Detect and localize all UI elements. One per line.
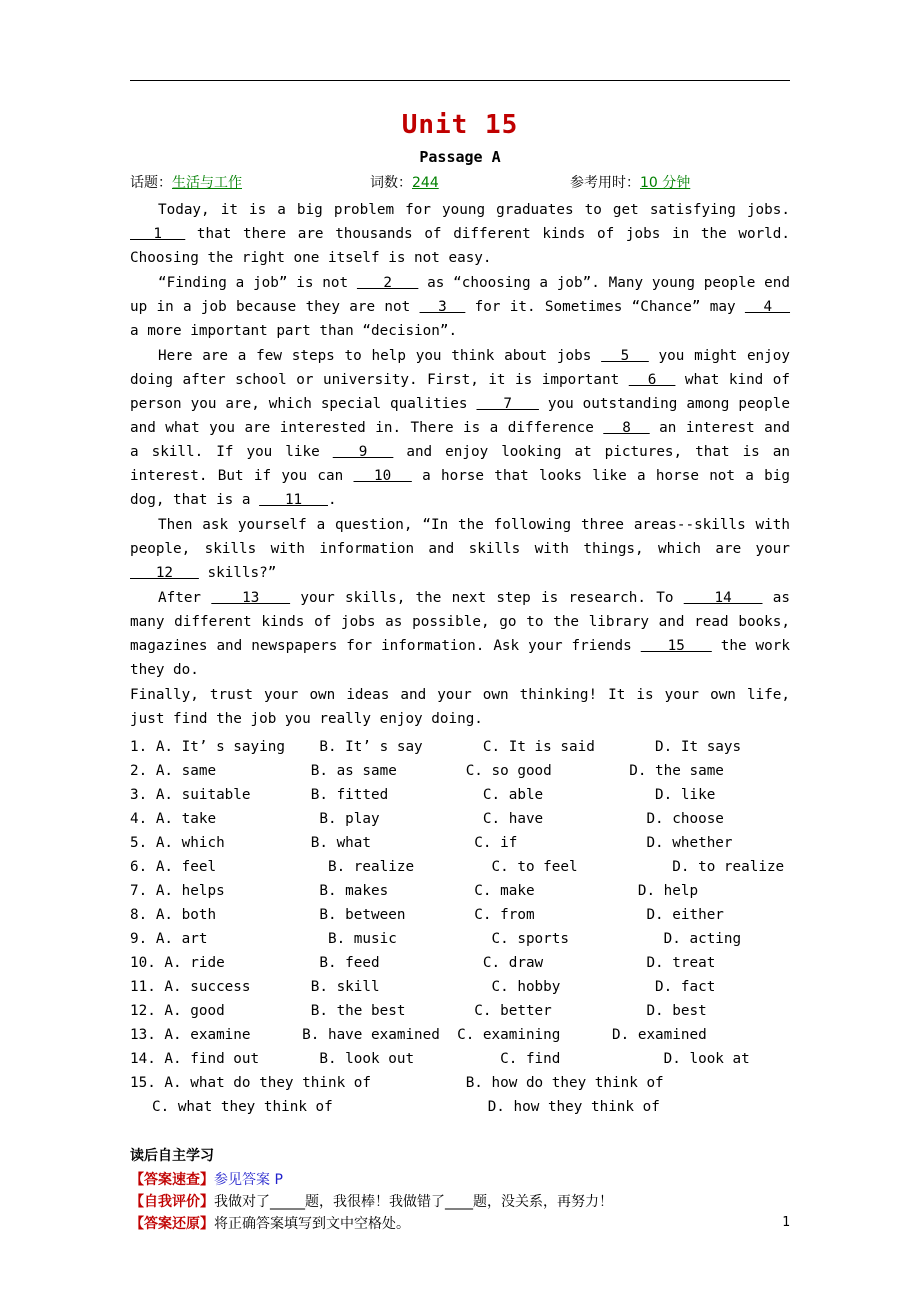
- blank-3: 3: [419, 299, 466, 315]
- meta-wordcount: [370, 172, 570, 192]
- meta-row: [130, 172, 790, 192]
- meta-wordcount-value: 244: [412, 175, 439, 191]
- question-item: 11. A. success B. skill C. hobby D. fact: [130, 979, 716, 995]
- blank-2: 2: [356, 275, 419, 291]
- question-item: 7. A. helps B. makes C. make D. help: [130, 883, 699, 899]
- question-item: 14. A. find out B. look out C. find D. look at: [130, 1051, 750, 1067]
- question-item: 4. A. take B. play C. have D. choose: [130, 811, 724, 827]
- question-item: 5. A. which B. what C. if D. whether: [130, 835, 733, 851]
- paragraph-6: Finally, trust your own ideas and your own thinking! It is your own life, just find the job you really enjoy doing.: [130, 687, 790, 727]
- answer-quickcheck-line: [130, 1169, 790, 1191]
- answer-restore-tag: 【答案还原】: [130, 1216, 214, 1232]
- blank-12: 12: [130, 565, 199, 581]
- question-item: 1. A. It’ s saying B. It’ s say C. It is said D. It says: [130, 739, 742, 755]
- blank-9: 9: [332, 444, 394, 460]
- question-item: 3. A. suitable B. fitted C. able D. like: [130, 787, 716, 803]
- answer-restore-text: 将正确答案填写到文中空格处。: [214, 1216, 410, 1232]
- paragraph-1: Today, it is a big problem for young graduates to get satisfying jobs. 1 that there are thousands of different kinds of jobs in the world. Choosing the right one itself is not easy.: [130, 202, 791, 266]
- meta-time-label: 参考用时：: [570, 175, 640, 191]
- answer-quickcheck-tag: 【答案速查】: [130, 1172, 214, 1188]
- blank-13: 13: [211, 590, 291, 606]
- blank-6: 6: [628, 372, 676, 388]
- paragraph-5: After 13 your skills, the next step is research. To 14 as many different kinds of jobs as possible, go to the library and read books, magazines and newspapers for information. Ask your friends 15 the work they do.: [130, 590, 790, 678]
- page-number: 1: [782, 1215, 790, 1230]
- page-title: Unit 15: [401, 110, 519, 140]
- blank-1: 1: [130, 226, 186, 242]
- blank-15: 15: [640, 638, 712, 654]
- question-item: C. what they think of D. how they think of: [152, 1099, 660, 1115]
- meta-wordcount-label: 词数：: [370, 175, 412, 191]
- passage-title: Passage A: [419, 148, 501, 166]
- question-options-list: [130, 735, 790, 1119]
- paragraph-2: “Finding a job” is not 2 as “choosing a job”. Many young people end up in a job because they are not 3 for it. Sometimes “Chance” may 4 a more important part than “decision”.: [130, 275, 791, 339]
- question-item: 2. A. same B. as same C. so good D. the same: [130, 763, 724, 779]
- self-evaluation-text: 我做对了_____题，我很棒！我做错了____题，没关系，再努力！: [214, 1194, 613, 1210]
- paragraph-4: Then ask yourself a question, “In the following three areas--skills with people, skills with information and skills with things, which are your 12 skills?”: [130, 517, 790, 581]
- meta-time-value: 10 分钟: [640, 175, 691, 191]
- blank-11: 11: [259, 492, 328, 508]
- question-item: 10. A. ride B. feed C. draw D. treat: [130, 955, 716, 971]
- meta-topic-value: 生活与工作: [172, 175, 242, 191]
- self-study-heading: 读后自主学习: [130, 1148, 214, 1164]
- question-item: 9. A. art B. music C. sports D. acting: [130, 931, 742, 947]
- blank-4: 4: [744, 299, 791, 315]
- self-evaluation-line: [130, 1191, 790, 1213]
- answer-restore-line: [130, 1213, 790, 1235]
- blank-14: 14: [683, 590, 763, 606]
- header-rule: [130, 80, 790, 81]
- question-item: 12. A. good B. the best C. better D. best: [130, 1003, 707, 1019]
- self-evaluation-tag: 【自我评价】: [130, 1194, 214, 1210]
- question-item: 6. A. feel B. realize C. to feel D. to realize: [130, 859, 785, 875]
- blank-8: 8: [603, 420, 650, 436]
- answer-quickcheck-link[interactable]: 参见答案 P: [214, 1172, 283, 1188]
- blank-7: 7: [476, 396, 539, 412]
- blank-5: 5: [601, 348, 649, 364]
- blank-10: 10: [353, 468, 412, 484]
- paragraph-3: Here are a few steps to help you think about jobs 5 you might enjoy doing after school or university. First, it is important 6 what kind of person you are, which special qualities 7 you outstanding among people and what you are interested in. There is a difference 8 an interest and a skill. If you like 9 and enjoy looking at pictures, that is an interest. But if you can 10 a horse that looks like a horse not a big dog, that is a 11 .: [130, 348, 791, 508]
- self-study-block: [130, 1145, 790, 1235]
- document-content: [130, 100, 790, 1235]
- meta-time: [570, 172, 690, 192]
- meta-topic: [130, 172, 370, 192]
- question-item: 13. A. examine B. have examined C. examining D. examined: [130, 1027, 707, 1043]
- meta-topic-label: 话题：: [130, 175, 172, 191]
- question-item: 8. A. both B. between C. from D. either: [130, 907, 724, 923]
- question-item: 15. A. what do they think of B. how do they think of: [130, 1075, 664, 1091]
